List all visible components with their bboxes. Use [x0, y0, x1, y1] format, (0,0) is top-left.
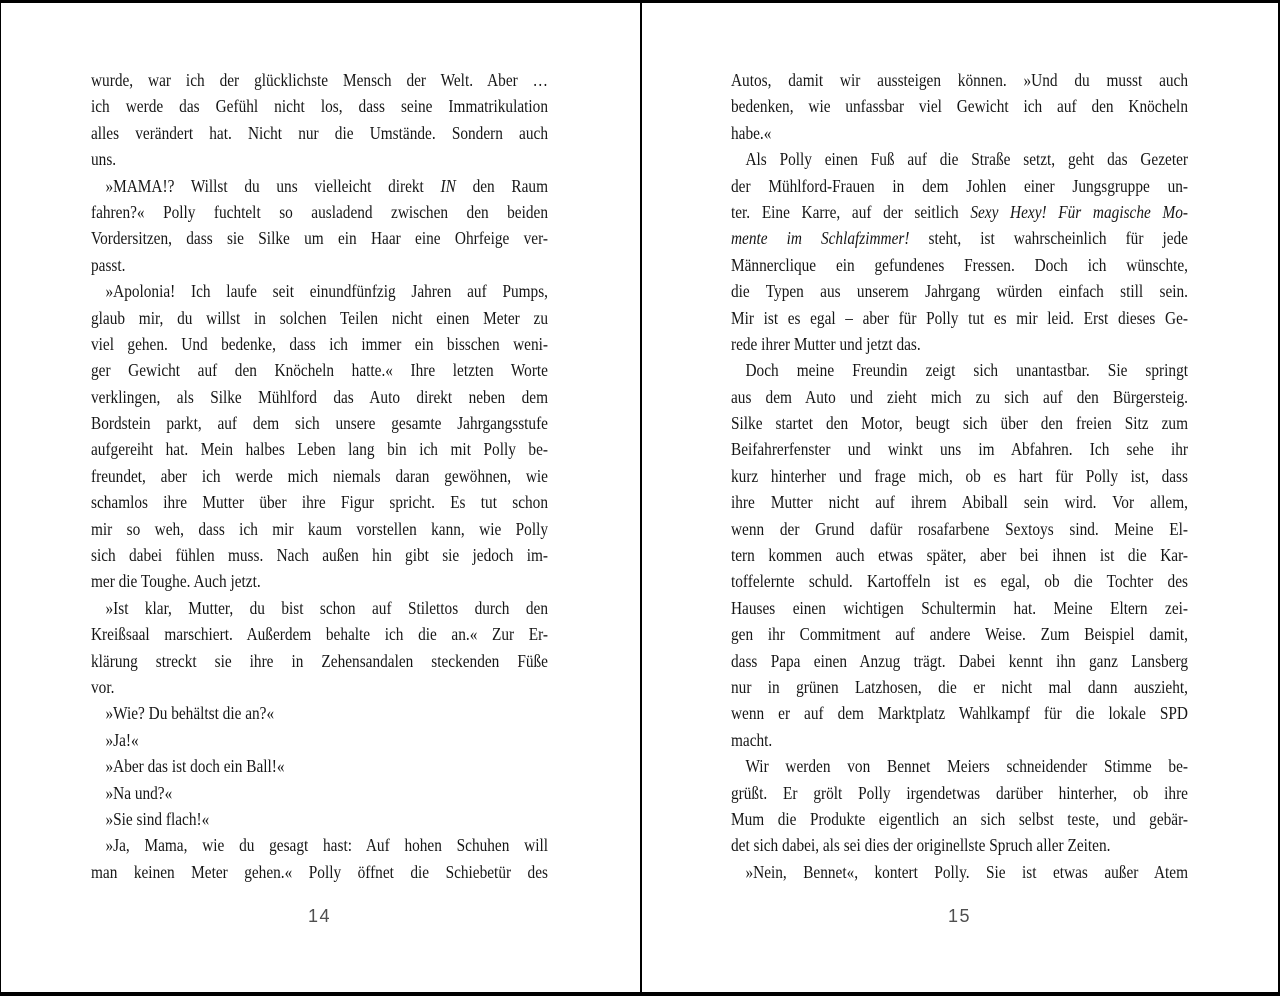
text-segment: habe.«	[731, 122, 772, 143]
text-line	[91, 780, 548, 806]
text-segment: »Ist klar, Mutter, du bist schon auf Stilettos durch den	[105, 597, 548, 618]
text-line	[731, 93, 1188, 119]
text-line	[731, 516, 1188, 542]
text-line	[91, 93, 548, 119]
text-segment: toffelernte schuld. Kartoffeln ist es egal, ob die Tochter des	[731, 571, 1188, 592]
text-line	[91, 357, 548, 383]
text-segment: ger Gewicht auf den Knöcheln hatte.« Ihre letzten Worte	[91, 360, 548, 381]
page-text-right	[731, 67, 1188, 885]
text-segment: gen ihr Commitment auf andere Weise. Zum Beispiel damit,	[731, 624, 1188, 645]
text-segment: wenn der Grund dafür rosafarbene Sextoys sind. Meine El-	[731, 518, 1188, 539]
text-line	[731, 859, 1188, 885]
text-segment: ter. Eine Karre, auf der seitlich	[731, 201, 971, 222]
text-line	[91, 120, 548, 146]
text-segment: »Wie? Du behältst die an?«	[105, 703, 275, 724]
text-segment: klärung streckt sie ihre in Zehensandalen steckenden Füße	[91, 650, 548, 671]
text-segment: Als Polly einen Fuß auf die Straße setzt, geht das Gezeter	[745, 149, 1188, 170]
text-segment: ich werde das Gefühl nicht los, dass seine Immatrikulation	[91, 96, 548, 117]
text-segment: dass Papa einen Anzug trägt. Dabei kennt ihn ganz Lansberg	[731, 650, 1188, 671]
text-line	[91, 173, 548, 199]
text-segment: Vordersitzen, dass sie Silke um ein Haar eine Ohrfeige ver-	[91, 228, 548, 249]
text-line	[731, 173, 1188, 199]
text-segment: Mum die Produkte eigentlich an sich selbst teste, und gebär-	[731, 808, 1188, 829]
text-segment: sich dabei fühlen muss. Nach außen hin gibt sie jedoch im-	[91, 545, 548, 566]
text-segment: alles verändert hat. Nicht nur die Umstände. Sondern auch	[91, 122, 548, 143]
text-segment: Doch meine Freundin zeigt sich unantastbar. Sie springt	[745, 360, 1188, 381]
text-segment: mir so weh, dass ich mir kaum vorstellen kann, wie Polly	[91, 518, 548, 539]
text-segment: »Sie sind flach!«	[105, 808, 210, 829]
text-segment: man keinen Meter gehen.« Polly öffnet die Schiebetür des	[91, 861, 548, 882]
text-line	[91, 463, 548, 489]
text-line	[91, 700, 548, 726]
text-line	[731, 806, 1188, 832]
text-segment: tern kommen auch etwas später, aber bei ihnen ist die Kar-	[731, 545, 1188, 566]
text-line	[91, 489, 548, 515]
text-segment: der Mühlford-Frauen in dem Johlen einer Jungsgruppe un-	[731, 175, 1188, 196]
text-line	[731, 67, 1188, 93]
text-line	[731, 225, 1188, 251]
text-segment: vor.	[91, 676, 115, 697]
text-line	[731, 357, 1188, 383]
text-line	[731, 727, 1188, 753]
text-segment: passt.	[91, 254, 126, 275]
text-segment: rede ihrer Mutter und jetzt das.	[731, 333, 921, 354]
text-line	[731, 753, 1188, 779]
text-line	[731, 700, 1188, 726]
text-line	[731, 410, 1188, 436]
page-number-left: 14	[307, 906, 332, 926]
text-line	[731, 436, 1188, 462]
text-segment: Beifahrerfenster und winkt uns im Abfahren. Ich sehe ihr	[731, 439, 1188, 460]
text-segment: mer die Toughe. Auch jetzt.	[91, 571, 261, 592]
text-segment: »Aber das ist doch ein Ball!«	[105, 756, 285, 777]
text-line	[91, 648, 548, 674]
text-line	[91, 542, 548, 568]
text-segment: »Ja!«	[105, 729, 139, 750]
text-line	[731, 595, 1188, 621]
text-segment: aus dem Auto und zieht mich zu sich auf den Bürgersteig.	[731, 386, 1188, 407]
text-segment: ihre Mutter nicht auf ihrem Abiball sein wird. Vor allem,	[731, 492, 1188, 513]
text-line	[91, 753, 548, 779]
text-line	[91, 859, 548, 885]
text-line	[731, 252, 1188, 278]
text-segment: »Nein, Bennet«, kontert Polly. Sie ist etwas außer Atem	[745, 861, 1188, 882]
text-line	[731, 674, 1188, 700]
text-segment: die Typen aus unserem Jahrgang würden einfach still sein.	[731, 281, 1188, 302]
text-line	[731, 120, 1188, 146]
text-line	[91, 252, 548, 278]
text-line	[731, 384, 1188, 410]
text-segment: »Apolonia! Ich laufe seit einundfünfzig Jahren auf Pumps,	[105, 281, 548, 302]
page-number-right: 15	[947, 906, 972, 926]
italic-text-segment: Sexy Hexy! Für magische Mo-	[970, 201, 1188, 222]
page-gutter-divider	[640, 3, 642, 992]
text-segment: uns.	[91, 149, 117, 170]
text-line	[91, 225, 548, 251]
text-line	[91, 410, 548, 436]
text-segment: det sich dabei, als sei dies der originellste Spruch aller Zeiten.	[731, 835, 1111, 856]
text-line	[731, 278, 1188, 304]
text-line	[91, 278, 548, 304]
text-segment: macht.	[731, 729, 773, 750]
text-line	[731, 648, 1188, 674]
text-segment: bedenken, wie unfassbar viel Gewicht ich auf den Knöcheln	[731, 96, 1188, 117]
text-segment: grüßt. Er grölt Polly irgendetwas darüber hinterher, ob ihre	[731, 782, 1188, 803]
text-line	[91, 674, 548, 700]
text-segment: glaub mir, du willst in solchen Teilen nicht einen Meter zu	[91, 307, 548, 328]
text-segment: fahren?« Polly fuchtelt so ausladend zwischen den beiden	[91, 201, 548, 222]
text-segment: Hauses einen wichtigen Schultermin hat. Meine Eltern zei-	[731, 597, 1188, 618]
italic-text-segment: mente im Schlafzimmer!	[731, 228, 910, 249]
text-segment: verklingen, als Silke Mühlford das Auto direkt neben dem	[91, 386, 548, 407]
text-line	[91, 146, 548, 172]
text-line	[731, 621, 1188, 647]
text-line	[91, 331, 548, 357]
italic-text-segment: IN	[440, 175, 456, 196]
text-line	[731, 463, 1188, 489]
text-segment: Wir werden von Bennet Meiers schneidender Stimme be-	[745, 756, 1188, 777]
text-segment: freundet, aber ich werde mich niemals daran gewöhnen, wie	[91, 465, 548, 486]
text-segment: schamlos ihre Mutter über ihre Figur spricht. Es tut schon	[91, 492, 548, 513]
text-line	[731, 199, 1188, 225]
text-segment: kurz hinterher und frage mich, ob es hart für Polly ist, dass	[731, 465, 1188, 486]
text-segment: »Na und?«	[105, 782, 173, 803]
text-segment: Mir ist es egal – aber für Polly tut es mir leid. Erst dieses Ge-	[731, 307, 1188, 328]
text-segment: aufgereiht hat. Mein halbes Leben lang bin ich mit Polly be-	[91, 439, 548, 460]
text-segment: den Raum	[455, 175, 548, 196]
text-segment: viel gehen. Und bedenke, dass ich immer ein bisschen weni-	[91, 333, 548, 354]
text-line	[731, 832, 1188, 858]
text-line	[91, 436, 548, 462]
text-line	[731, 305, 1188, 331]
text-segment: Silke startet den Motor, beugt sich über den freien Sitz zum	[731, 413, 1188, 434]
text-line	[731, 780, 1188, 806]
text-segment: Autos, damit wir aussteigen können. »Und du musst auch	[731, 70, 1188, 90]
page-text-left	[91, 67, 548, 885]
text-segment: Kreißsaal marschiert. Außerdem behalte ich die an.« Zur Er-	[91, 624, 548, 645]
text-line	[731, 568, 1188, 594]
text-line	[91, 67, 548, 93]
text-segment: steht, ist wahrscheinlich für jede	[909, 228, 1188, 249]
text-line	[731, 331, 1188, 357]
text-line	[91, 595, 548, 621]
text-line	[91, 516, 548, 542]
text-line	[91, 384, 548, 410]
text-line	[91, 305, 548, 331]
text-line	[91, 568, 548, 594]
text-segment: wenn er auf dem Marktplatz Wahlkampf für die lokale SPD	[731, 703, 1188, 724]
text-line	[91, 621, 548, 647]
text-segment: Bordstein parkt, auf dem sich unsere gesamte Jahrgangsstufe	[91, 413, 548, 434]
text-line	[731, 542, 1188, 568]
text-line	[731, 146, 1188, 172]
text-segment: nur in grünen Latzhosen, die er nicht mal dann auszieht,	[731, 676, 1188, 697]
text-line	[91, 806, 548, 832]
text-segment: Männerclique ein gefundenes Fressen. Doch ich wünschte,	[731, 254, 1188, 275]
text-segment: »MAMA!? Willst du uns vielleicht direkt	[105, 175, 441, 196]
text-line	[91, 832, 548, 858]
text-segment: »Ja, Mama, wie du gesagt hast: Auf hohen Schuhen will	[105, 835, 548, 856]
text-line	[731, 489, 1188, 515]
text-segment: wurde, war ich der glücklichste Mensch der Welt. Aber …	[91, 70, 548, 90]
text-line	[91, 199, 548, 225]
text-line	[91, 727, 548, 753]
